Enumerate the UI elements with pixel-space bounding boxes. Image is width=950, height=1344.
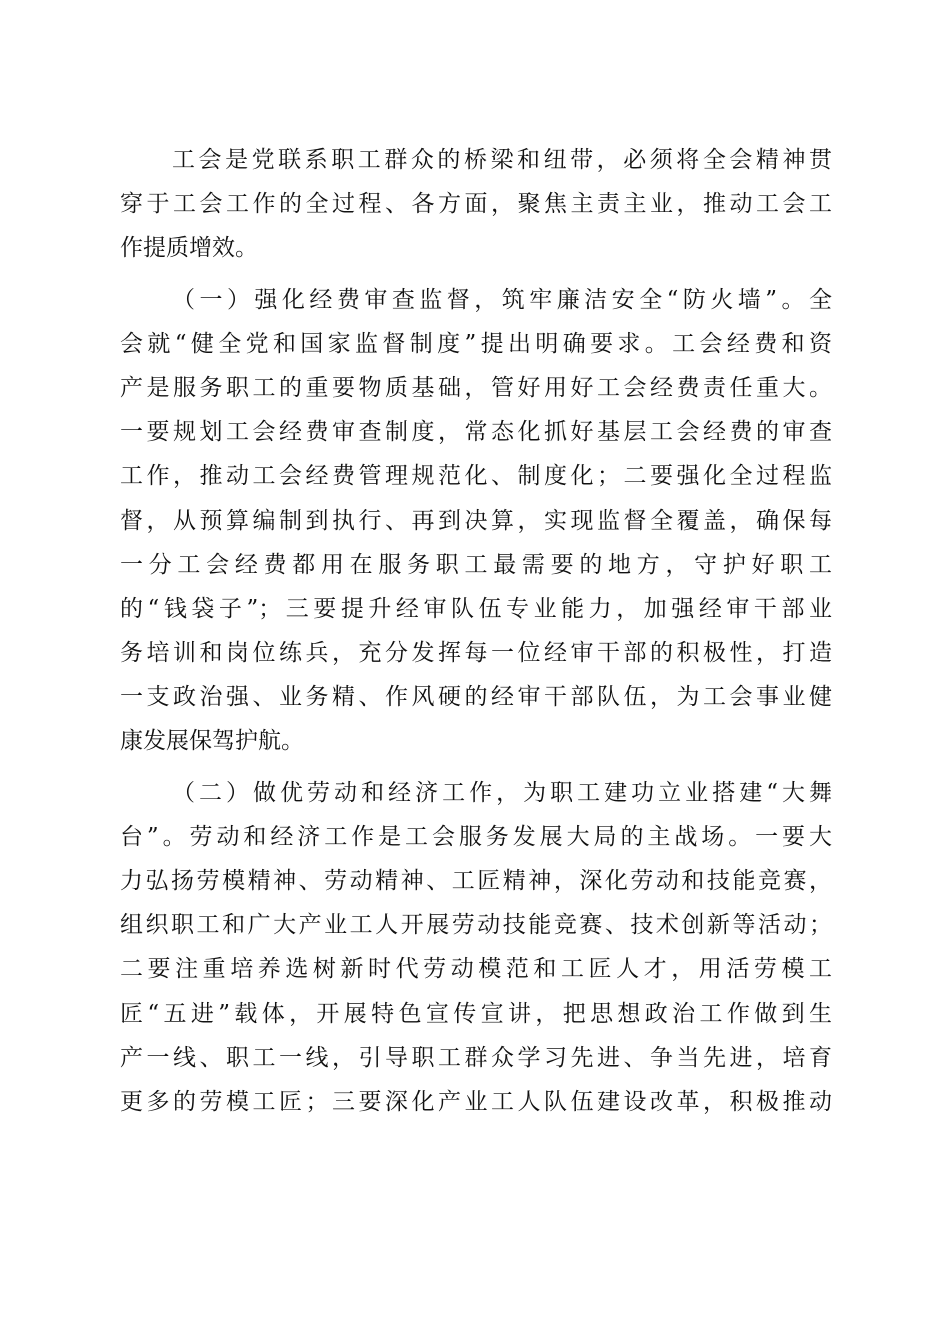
- text-line: 台”。劳动和经济工作是工会服务发展大局的主战场。一要大: [120, 823, 832, 850]
- text-line: 匠“五进”载体，开展特色宣传宣讲，把思想政治工作做到生: [120, 1000, 832, 1027]
- text-line: 力弘扬劳模精神、劳动精神、工匠精神，深化劳动和技能竞赛，: [120, 868, 832, 894]
- paragraph-intro: [120, 138, 832, 271]
- text-line: 产是服务职工的重要物质基础，管好用好工会经费责任重大。: [120, 374, 832, 401]
- paragraph-section-1: [120, 278, 832, 764]
- text-line: 一支政治强、业务精、作风硬的经审干部队伍，为工会事业健: [120, 684, 832, 711]
- text-line: 穿于工会工作的全过程、各方面，聚焦主责主业，推动工会工: [120, 191, 832, 218]
- text-line: 督，从预算编制到执行、再到决算，实现监督全覆盖，确保每: [120, 507, 832, 534]
- text-line: 一要规划工会经费审查制度，常态化抓好基层工会经费的审查: [120, 419, 832, 446]
- document-body: [120, 138, 832, 1124]
- text-line: 工作，推动工会经费管理规范化、制度化；二要强化全过程监: [120, 463, 832, 490]
- text-line: （二）做优劳动和经济工作，为职工建功立业搭建“大舞: [172, 779, 832, 806]
- text-line: 作提质增效。: [120, 235, 258, 262]
- text-line: 务培训和岗位练兵，充分发挥每一位经审干部的积极性，打造: [120, 640, 832, 667]
- text-line: 的“钱袋子”；三要提升经审队伍专业能力，加强经审干部业: [120, 595, 832, 622]
- text-line: 二要注重培养选树新时代劳动模范和工匠人才，用活劳模工: [120, 956, 832, 983]
- text-line: （一）强化经费审查监督，筑牢廉洁安全“防火墙”。全: [172, 286, 832, 313]
- text-line: 组织职工和广大产业工人开展劳动技能竞赛、技术创新等活动；: [120, 912, 832, 939]
- text-line: 更多的劳模工匠；三要深化产业工人队伍建设改革，积极推动: [120, 1088, 832, 1115]
- paragraph-section-2: [120, 771, 832, 1125]
- text-line: 一分工会经费都用在服务职工最需要的地方，守护好职工: [120, 551, 832, 578]
- text-line: 工会是党联系职工群众的桥梁和纽带，必须将全会精神贯: [172, 147, 832, 173]
- text-line: 产一线、职工一线，引导职工群众学习先进、争当先进，培育: [120, 1044, 832, 1071]
- text-line: 康发展保驾护航。: [120, 728, 304, 755]
- text-line: 会就“健全党和国家监督制度”提出明确要求。工会经费和资: [120, 330, 832, 357]
